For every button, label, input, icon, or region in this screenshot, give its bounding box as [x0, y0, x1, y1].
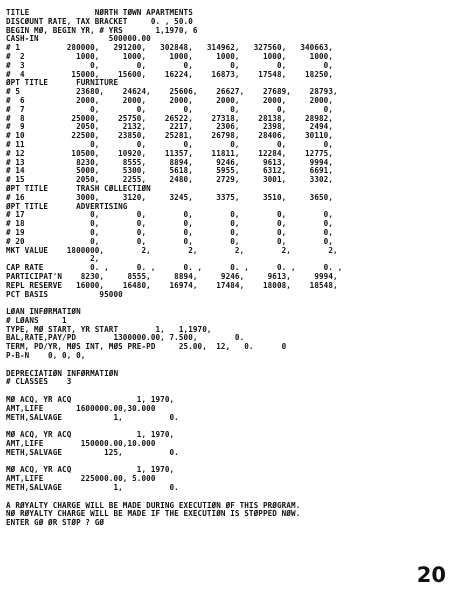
printout-line: METH,SALVAGE 1, 0.	[6, 483, 179, 493]
printout-line: # 11 0, 0, 0, 0, 0, 0,	[6, 139, 334, 149]
page-number: 20	[416, 563, 446, 587]
printout-line: ØPT TITLE ADVERTISING	[6, 201, 128, 211]
printout-line: BAL,RATE,PAY/PD 1300000.00, 7.500, 0.	[6, 333, 245, 343]
printout-line: # 19 0, 0, 0, 0, 0, 0,	[6, 227, 334, 237]
printout-line: # 3 0, 0, 0, 0, 0, 0,	[6, 60, 334, 70]
printout-line: # 14 5000, 5300, 5618, 5955, 6312, 6691,	[6, 166, 334, 176]
printout-line: CASH-IN 500000.00	[6, 34, 151, 44]
printout-line: A RØYALTY CHARGE WILL BE MADE DURING EXECUTIØN ØF THIS PRØGRAM.	[6, 500, 301, 510]
printout-line: METH,SALVAGE 1, 0.	[6, 412, 179, 422]
printout-line: # 4 15000, 15600, 16224, 16873, 17548, 18250,	[6, 69, 334, 79]
printout-line: # 5 23680, 24624, 25606, 26627, 27689, 28793,	[6, 87, 338, 97]
printout-line: MKT VALUE 1800000, 2, 2, 2, 2, 2,	[6, 245, 338, 255]
printout-line: ENTER GØ ØR STØP ? GØ	[6, 518, 105, 528]
printout-line: # 20 0, 0, 0, 0, 0, 0,	[6, 236, 334, 246]
printout-line: # 15 2050, 2255, 2480, 2729, 3001, 3302,	[6, 175, 334, 185]
printout-line: # CLASSES 3	[6, 377, 72, 387]
printout-line: NØ RØYALTY CHARGE WILL BE MADE IF THE EXECUTIØN IS STØPPED NØW.	[6, 509, 301, 519]
printout-line: # 17 0, 0, 0, 0, 0, 0,	[6, 210, 334, 220]
printout-line: DEPRECIATIØN INFØRMATIØN	[6, 368, 119, 378]
program-printout	[6, 9, 464, 528]
printout-line: # 8 25000, 25750, 26522, 27318, 28138, 28982,	[6, 113, 334, 123]
printout-line: AMT,LIFE 150000.00,10.000	[6, 439, 156, 449]
printout-line: LØAN INFØRMATIØN	[6, 307, 81, 317]
printout-line: AMT,LIFE 1600000.00,30.000	[6, 403, 156, 413]
printout-line: P-B-N 0, 0, 0,	[6, 351, 86, 361]
printout-line: # 18 0, 0, 0, 0, 0, 0,	[6, 219, 334, 229]
printout-line: CAP RATE 0. , 0. , 0. , 0. , 0. , 0. ,	[6, 263, 343, 273]
printout-line: MØ ACQ, YR ACQ 1, 1970,	[6, 430, 175, 440]
printout-line: # 13 8230, 8555, 8894, 9246, 9613, 9994,	[6, 157, 334, 167]
printout-line: PCT BASIS 95000	[6, 289, 123, 299]
printout-line: AMT,LIFE 225000.00, 5.000	[6, 474, 156, 484]
printout-line: # 10 22500, 23850, 25281, 26798, 28406, 30110,	[6, 131, 334, 141]
printout-line: DISCØUNT RATE, TAX BRACKET 0. , 50.0	[6, 16, 193, 26]
printout-line: PARTICIPAT'N 8230, 8555, 8894, 9246, 9613, 9994,	[6, 271, 338, 281]
printout-line: ØPT TITLE TRASH CØLLECTIØN	[6, 183, 151, 193]
printout-line: REPL RESERVE 16000, 16480, 16974, 17484, 18008, 18548,	[6, 280, 338, 290]
printout-line: # 2 1000, 1000, 1000, 1000, 1000, 1000,	[6, 51, 334, 61]
printout-line: MØ ACQ, YR ACQ 1, 1970,	[6, 395, 175, 405]
printout-line: # LØANS 1	[6, 315, 67, 325]
printout-line: ØPT TITLE FURNITURE	[6, 78, 119, 88]
printout-line: TERM, PD/YR, MØS INT, MØS PRE-PD 25.00, 12, 0. 0	[6, 342, 287, 352]
printout-line: # 6 2000, 2000, 2000, 2000, 2000, 2000,	[6, 95, 334, 105]
printout-line: 2,	[6, 254, 100, 264]
printout-line: MØ ACQ, YR ACQ 1, 1970,	[6, 465, 175, 475]
printout-line: METH,SALVAGE 125, 0.	[6, 447, 179, 457]
printout-line: # 16 3000, 3120, 3245, 3375, 3510, 3650,	[6, 192, 334, 202]
printout-line: TITLE NØRTH TØWN APARTMENTS	[6, 8, 193, 17]
printout-line: # 1 280000, 291200, 302848, 314962, 327560, 340663,	[6, 43, 334, 53]
printout-line: # 7 0, 0, 0, 0, 0, 0,	[6, 104, 334, 114]
printout-line: BEGIN MØ, BEGIN YR, # YRS 1,1970, 6	[6, 25, 198, 35]
printout-line: # 9 2050, 2132, 2217, 2306, 2398, 2494,	[6, 122, 334, 132]
printout-line: TYPE, MØ START, YR START 1, 1,1970,	[6, 324, 212, 334]
printout-line: # 12 10500, 10920, 11357, 11811, 12284, 12775,	[6, 148, 334, 158]
